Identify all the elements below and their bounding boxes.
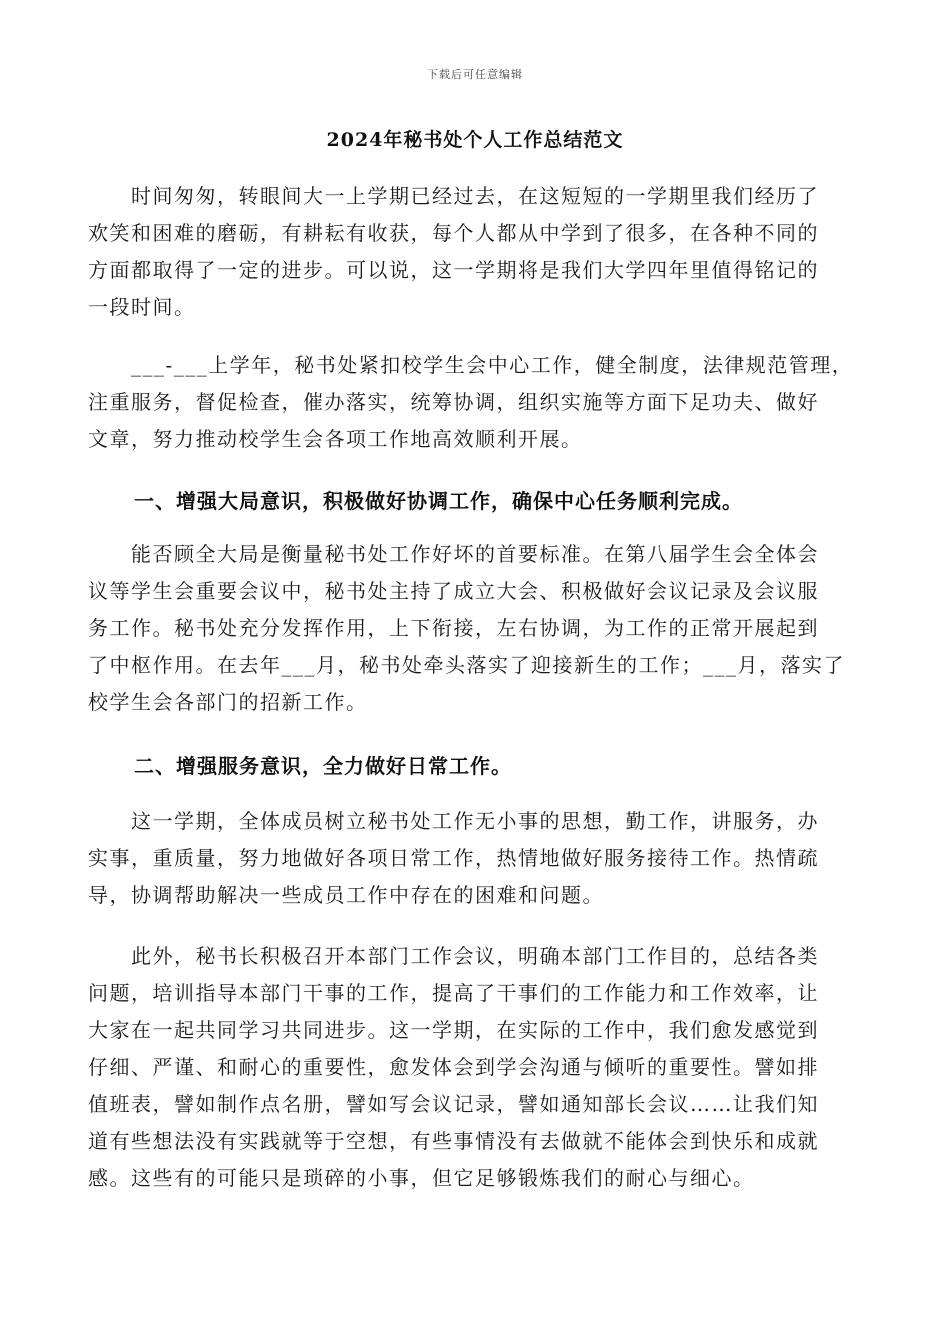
- header-note: 下载后可任意编辑: [427, 68, 523, 81]
- paragraph-line: 了中枢作用。在去年___月，秘书处牵头落实了迎接新生的工作；___月，落实了: [88, 653, 845, 677]
- paragraph-line: 方面都取得了一定的进步。可以说，这一学期将是我们大学四年里值得铭记的: [88, 258, 819, 282]
- paragraph-line: 大家在一起共同学习共同进步。这一学期，在实际的工作中，我们愈发感觉到: [88, 1018, 819, 1042]
- paragraph-section-1: [88, 536, 858, 721]
- section-heading-1: 一、增强大局意识，积极做好协调工作，确保中心任务顺利完成。: [134, 489, 743, 513]
- paragraph-line: 此外，秘书长积极召开本部门工作会议，明确本部门工作目的，总结各类: [88, 944, 819, 968]
- paragraph-line: 实事，重质量，努力地做好各项日常工作，热情地做好服务接待工作。热情疏: [88, 846, 819, 870]
- paragraph-line: 校学生会各部门的招新工作。: [88, 690, 368, 714]
- paragraph-line: 时间匆匆，转眼间大一上学期已经过去，在这短短的一学期里我们经历了: [88, 184, 819, 208]
- paragraph-line: 议等学生会重要会议中，秘书处主持了成立大会、积极做好会议记录及会议服: [88, 579, 819, 603]
- paragraph-line: ___-___上学年，秘书处紧扣校学生会中心工作，健全制度，法律规范管理，: [88, 353, 854, 377]
- paragraph-line: 欢笑和困难的磨砺，有耕耘有收获，每个人都从中学到了很多，在各种不同的: [88, 221, 819, 245]
- paragraph-section-2b: [88, 938, 858, 1197]
- paragraph-line: 仔细、严谨、和耐心的重要性，愈发体会到学会沟通与倾听的重要性。譬如排: [88, 1055, 819, 1079]
- paragraph-line: 务工作。秘书处充分发挥作用，上下衔接，左右协调，为工作的正常开展起到: [88, 616, 819, 640]
- paragraph-line: 这一学期，全体成员树立秘书处工作无小事的思想，勤工作，讲服务，办: [88, 809, 819, 833]
- paragraph-line: 值班表，譬如制作点名册，譬如写会议记录，譬如通知部长会议……让我们知: [88, 1092, 819, 1116]
- paragraph-overview: [88, 347, 858, 458]
- paragraph-section-2a: [88, 803, 858, 914]
- paragraph-line: 文章，努力推动校学生会各项工作地高效顺利开展。: [88, 427, 583, 451]
- paragraph-line: 注重服务，督促检查，催办落实，统筹协调，组织实施等方面下足功夫、做好: [88, 390, 819, 414]
- paragraph-line: 问题，培训指导本部门干事的工作，提高了干事们的工作能力和工作效率，让: [88, 981, 819, 1005]
- section-heading-2: 二、增强服务意识，全力做好日常工作。: [134, 754, 512, 778]
- paragraph-line: 导，协调帮助解决一些成员工作中存在的困难和问题。: [88, 883, 604, 907]
- paragraph-intro: [88, 178, 858, 326]
- paragraph-line: 感。这些有的可能只是琐碎的小事，但它足够锻炼我们的耐心与细心。: [88, 1166, 755, 1190]
- document-title: 2024年秘书处个人工作总结范文: [326, 129, 624, 151]
- paragraph-line: 能否顾全大局是衡量秘书处工作好坏的首要标准。在第八届学生会全体会: [88, 542, 819, 566]
- paragraph-line: 一段时间。: [88, 295, 196, 319]
- paragraph-line: 道有些想法没有实践就等于空想，有些事情没有去做就不能体会到快乐和成就: [88, 1129, 819, 1153]
